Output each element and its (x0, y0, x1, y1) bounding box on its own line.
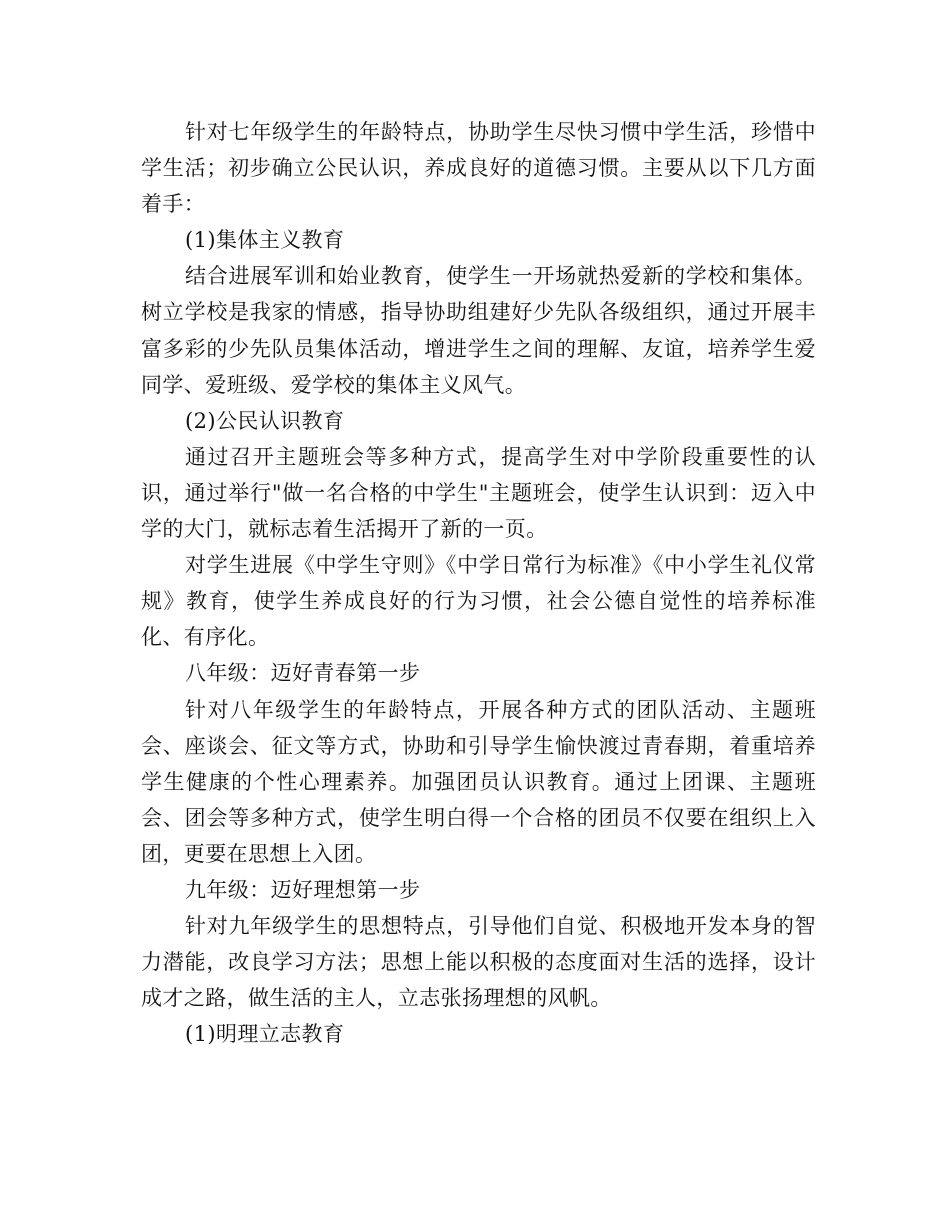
paragraph-grade9: 针对九年级学生的思想特点，引导他们自觉、积极地开发本身的智力潜能，改良学习方法；思想上能以积极的态度面对生活的选择，设计成才之路，做生活的主人，立志张扬理想的风帆。 (141, 914, 816, 1011)
heading-grade8: 八年级：迈好青春第一步 (185, 661, 421, 686)
heading-collectivism: (1)集体主义教育 (185, 228, 345, 253)
paragraph-code-of-conduct: 对学生进展《中学生守则》《中学日常行为标准》《中小学生礼仪常规》教育，使学生养成良好的行为习惯，社会公德自觉性的培养标准化、有序化。 (141, 553, 816, 650)
paragraph-grade8: 针对八年级学生的年龄特点，开展各种方式的团队活动、主题班会、座谈会、征文等方式，协助和引导学生愉快渡过青春期，着重培养学生健康的个性心理素养。加强团员认识教育。通过上团课、主题班会、团会等多种方式，使学生明白得一个合格的团员不仅要在组织上入团，更要在思想上入团。 (141, 697, 816, 866)
heading-citizen-awareness: (2)公民认识教育 (185, 408, 345, 433)
document-body (141, 114, 816, 1052)
heading-grade9: 九年级：迈好理想第一步 (185, 877, 421, 902)
heading-ideal-education: (1)明理立志教育 (185, 1022, 345, 1047)
paragraph-citizen-awareness: 通过召开主题班会等多种方式，提高学生对中学阶段重要性的认识，通过举行"做一名合格的中学生"主题班会，使学生认识到：迈入中学的大门，就标志着生活揭开了新的一页。 (141, 444, 816, 542)
paragraph-grade7-intro: 针对七年级学生的年龄特点，协助学生尽快习惯中学生活，珍惜中学生活；初步确立公民认识，养成良好的道德习惯。主要从以下几方面着手： (141, 120, 816, 217)
paragraph-collectivism: 结合进展军训和始业教育，使学生一开场就热爱新的学校和集体。树立学校是我家的情感，指导协助组建好少先队各级组织，通过开展丰富多彩的少先队员集体活动，增进学生之间的理解、友谊，培养学生爱同学、爱班级、爱学校的集体主义风气。 (141, 264, 816, 397)
